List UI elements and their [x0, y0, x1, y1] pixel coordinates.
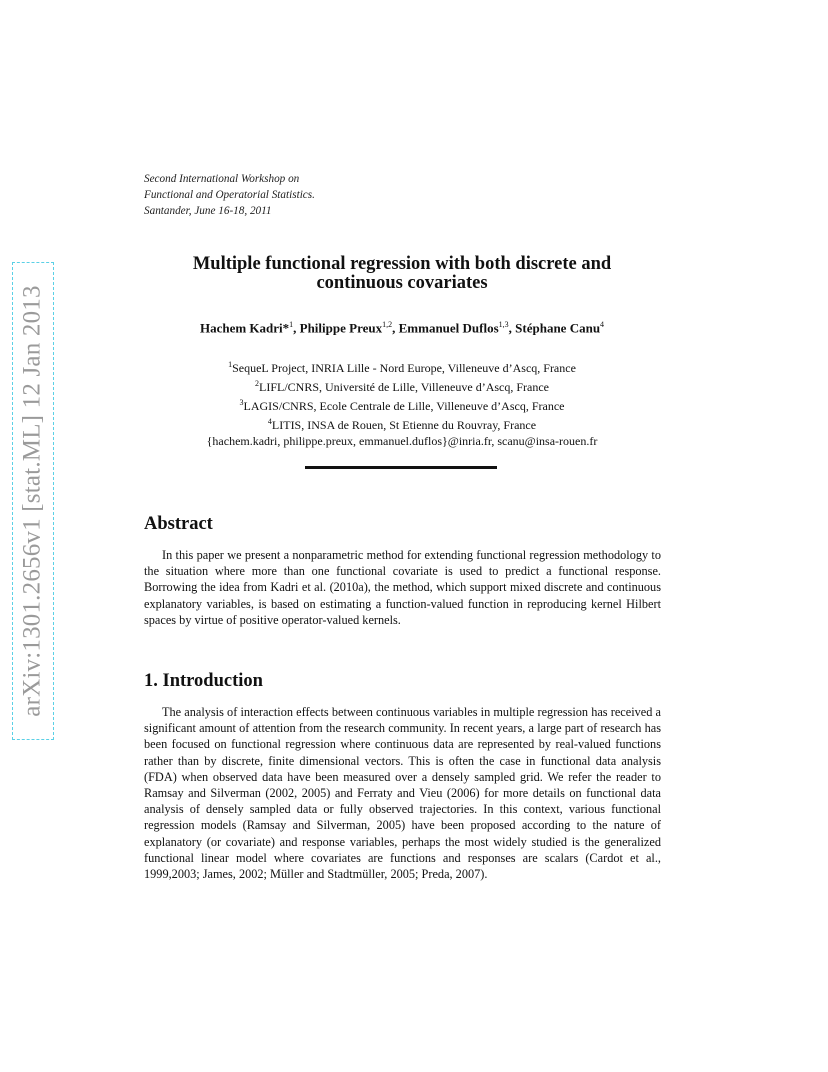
author-separator: , — [392, 320, 399, 336]
affiliation-sup: 3 — [239, 398, 244, 407]
affiliation-2 — [100, 376, 704, 395]
abstract-heading: Abstract — [144, 514, 213, 534]
arxiv-stamp-text: arXiv:1301.2656v1 [stat.ML] 12 Jan 2013 — [19, 285, 46, 717]
affiliation-1 — [100, 357, 704, 376]
author-list — [100, 320, 704, 336]
author-separator: , — [508, 320, 516, 336]
author-2-sup: 1,2 — [382, 320, 393, 329]
affiliation-list — [100, 357, 704, 449]
affiliation-3 — [100, 395, 704, 414]
affiliation-sup: 4 — [267, 417, 272, 426]
affiliation-text: LIFL/CNRS, Université de Lille, Villeneuve d’Ascq, France — [259, 380, 549, 394]
author-2: Philippe Preux — [299, 320, 383, 336]
author-3-sup: 1,3 — [498, 320, 509, 329]
arxiv-stamp — [12, 262, 54, 740]
affiliation-sup: 2 — [255, 379, 259, 388]
paper-title — [100, 255, 704, 293]
affiliation-text: SequeL Project, INRIA Lille - Nord Europe, Villeneuve d’Ascq, France — [232, 361, 576, 375]
title-separator-rule — [305, 466, 497, 469]
author-4-sup: 4 — [600, 320, 605, 329]
title-line-1: Multiple functional regression with both discrete and — [192, 254, 612, 274]
author-4: Stéphane Canu — [515, 320, 601, 336]
workshop-info — [144, 171, 315, 219]
workshop-line-3: Santander, June 16-18, 2011 — [144, 205, 272, 217]
affiliation-text: LAGIS/CNRS, Ecole Centrale de Lille, Villeneuve d’Ascq, France — [243, 399, 565, 413]
affiliation-text: LITIS, INSA de Rouen, St Etienne du Rouvray, France — [271, 418, 537, 432]
emails-text: {hachem.kadri, philippe.preux, emmanuel.duflos}@inria.fr, scanu@insa-rouen.fr — [206, 434, 598, 448]
author-3: Emmanuel Duflos — [398, 320, 499, 336]
author-1: Hachem Kadri* — [199, 320, 290, 336]
author-1-sup: 1 — [289, 320, 294, 329]
introduction-text: The analysis of interaction effects between continuous variables in multiple regression has received a significant amount of attention from the research community. In recent years, a large part of research has been focused on functional regression where continuous data are represented by real-valued functions rather than by discrete, finite dimensional vectors. This is often the case in functional data analysis (FDA) when observed data have been measured over a densely sampled grid. We refer the reader to Ramsay and Silverman (2002, 2005) and Ferraty and Vieu (2006) for more details on functional data analysis of densely sampled data or fully observed trajectories. In this context, various functional regression models (Ramsay and Silverman, 2005) have been proposed according to the nature of explanatory (or covariate) and response variables, perhaps the most widely studied is the generalized functional linear model where covariates are functions and responses are scalars (Cardot et al., 1999,2003; James, 2002; Müller and Stadtmüller, 2005; Preda, 2007). — [144, 705, 661, 882]
introduction-heading: 1. Introduction — [144, 671, 263, 691]
affiliation-sup: 1 — [228, 360, 233, 369]
author-emails — [100, 433, 704, 449]
author-separator: , — [293, 320, 300, 336]
abstract-text: In this paper we present a nonparametric method for extending functional regression methodology to the situation where more than one functional covariate is used to predict a functional response. Borrowing the idea from Kadri et al. (2010a), the method, which support mixed discrete and continuous explanatory variables, is based on estimating a function-valued function in reproducing kernel Hilbert spaces by virtue of positive operator-valued kernels. — [144, 548, 661, 627]
workshop-line-1: Second International Workshop on — [144, 173, 300, 185]
title-line-2: continuous covariates — [316, 273, 488, 293]
affiliation-4 — [100, 414, 704, 433]
workshop-line-2: Functional and Operatorial Statistics. — [144, 189, 315, 201]
